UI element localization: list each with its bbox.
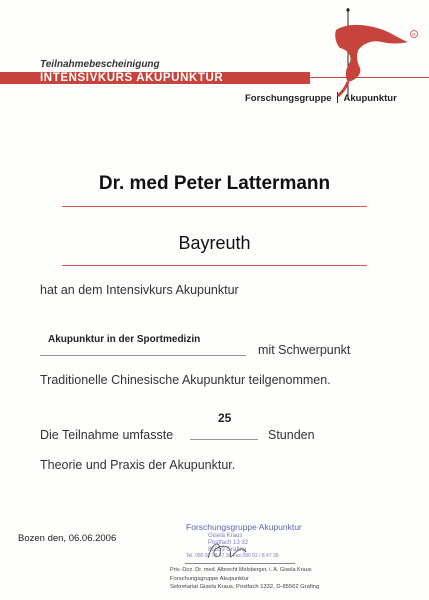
city-underline <box>62 265 367 266</box>
stamp-line-city: 85559 Grafing <box>208 547 247 553</box>
course-banner-text: INTENSIVKURS AKUPUNKTUR <box>40 72 224 84</box>
signature-icon <box>198 534 278 564</box>
content-statement: Theorie und Praxis der Akupunktur. <box>40 458 236 472</box>
document-type-label: Teilnahmebescheinigung <box>40 59 160 70</box>
hours-suffix: Stunden <box>268 428 315 442</box>
stamp-line-name: Gisela Kraus <box>208 533 243 539</box>
acupuncture-logo-icon <box>326 4 418 108</box>
org-name-left: Forschungsgruppe <box>245 93 332 104</box>
hours-prefix: Die Teilnahme umfasste <box>40 428 174 442</box>
course-underline <box>40 355 246 356</box>
participation-statement: hat an dem Intensivkurs Akupunktur <box>40 283 239 297</box>
hours-underline <box>190 439 258 440</box>
hours-value: 25 <box>218 411 232 425</box>
name-underline <box>62 206 367 207</box>
signature-line <box>185 563 295 564</box>
footer-organization: Forschungsgruppe Akupunktur <box>170 576 249 582</box>
course-title: Akupunktur in der Sportmedizin <box>48 334 201 345</box>
stamp-title: Forschungsgruppe Akupunktur <box>186 522 302 532</box>
stamp-line-postbox: Postfach 13 32 <box>208 540 249 546</box>
org-name-right: Akupunktur <box>343 93 397 104</box>
participant-name: Dr. med Peter Lattermann <box>98 173 331 194</box>
footer-address: Sekretariat Gisela Kraus, Postfach 1332, D-85562 Grafing <box>170 584 320 590</box>
stamp-line-phone: Tel. 080 92 / 8 47 38 Fax 080 92 / 8 47 39 <box>186 553 279 559</box>
svg-text:R: R <box>412 32 416 37</box>
issue-date: Bozen den, 06.06.2006 <box>18 533 117 544</box>
participant-city: Bayreuth <box>178 233 251 253</box>
focus-statement: Traditionelle Chinesische Akupunktur teilgenommen. <box>40 373 331 387</box>
signatory-name: Priv.-Doz. Dr. med. Albrecht Molsberger, i. A. Gisela Kraus <box>170 567 312 573</box>
focus-label: mit Schwerpunkt <box>258 343 351 357</box>
